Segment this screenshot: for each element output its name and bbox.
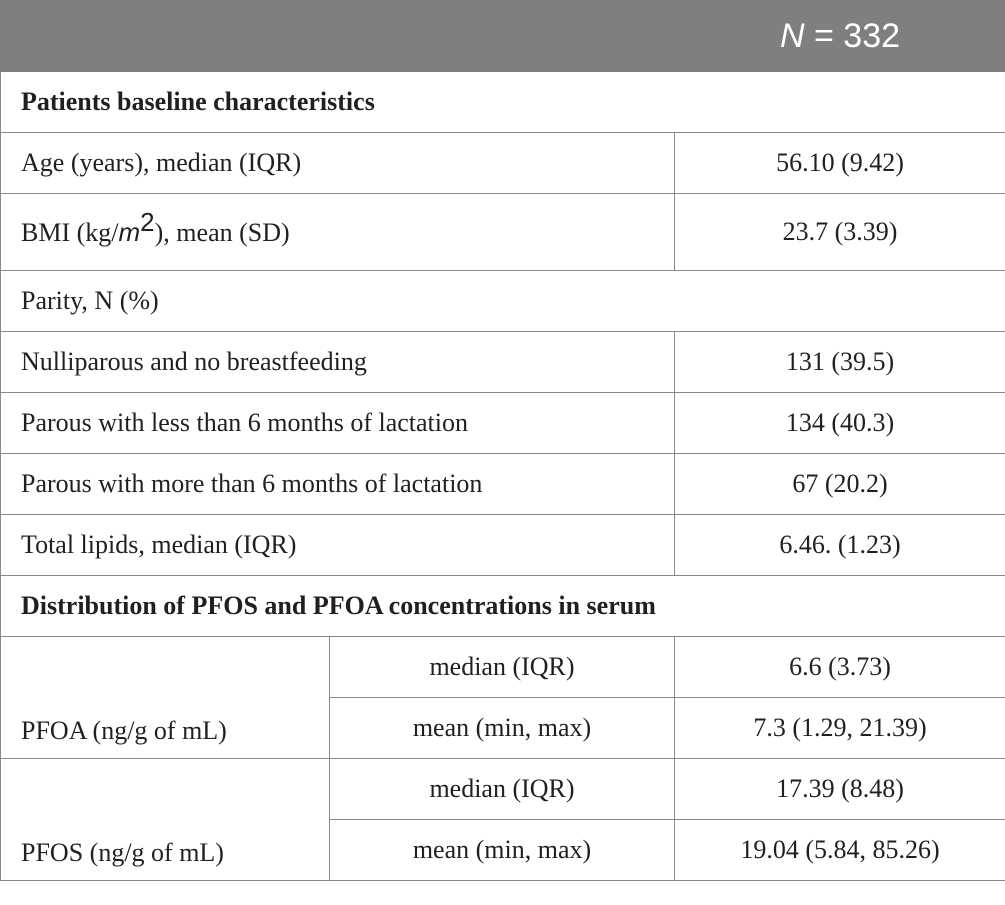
section-title-baseline: Patients baseline characteristics [1,72,1005,133]
table-row [1,393,1005,454]
group-label-pfos: PFOS (ng/g of mL) [1,759,330,881]
table-row [1,454,1005,515]
row-value-nulliparous: 131 (39.5) [675,332,1005,393]
stat-label-pfoa-mean: mean (min, max) [330,698,675,759]
row-value-age: 56.10 (9.42) [675,133,1005,194]
group-label-pfoa: PFOA (ng/g of mL) [1,637,330,759]
stat-value-pfos-median: 17.39 (8.48) [675,759,1005,820]
section-row [1,576,1005,637]
row-label-bmi: BMI $(kg/m^2)$, mean (SD) [1,194,675,271]
table-row [1,332,1005,393]
stat-value-pfos-mean: 19.04 (5.84, 85.26) [675,820,1005,881]
stat-label-pfos-mean: mean (min, max) [330,820,675,881]
sample-size-header: N = 332 [675,1,1005,72]
section-title-distribution: Distribution of PFOS and PFOA concentrations in serum [1,576,1005,637]
row-label-parity: Parity, N (%) [1,271,1005,332]
row-value-parous-more: 67 (20.2) [675,454,1005,515]
row-label-parous-more: Parous with more than 6 months of lactation [1,454,675,515]
stat-value-pfoa-mean: 7.3 (1.29, 21.39) [675,698,1005,759]
stat-label-pfos-median: median (IQR) [330,759,675,820]
table-row [1,133,1005,194]
row-value-bmi: 23.7 (3.39) [675,194,1005,271]
header-row [1,1,1005,72]
row-value-lipids: 6.46. (1.23) [675,515,1005,576]
table-row [1,637,1005,698]
stat-label-pfoa-median: median (IQR) [330,637,675,698]
header-blank-cell [1,1,675,72]
row-label-lipids: Total lipids, median (IQR) [1,515,675,576]
table-row [1,759,1005,820]
row-label-parous-less: Parous with less than 6 months of lactation [1,393,675,454]
row-label-age: Age (years), median (IQR) [1,133,675,194]
section-row [1,72,1005,133]
table-row [1,194,1005,271]
table-row [1,271,1005,332]
stat-value-pfoa-median: 6.6 (3.73) [675,637,1005,698]
table-row [1,515,1005,576]
row-label-nulliparous: Nulliparous and no breastfeeding [1,332,675,393]
row-value-parous-less: 134 (40.3) [675,393,1005,454]
